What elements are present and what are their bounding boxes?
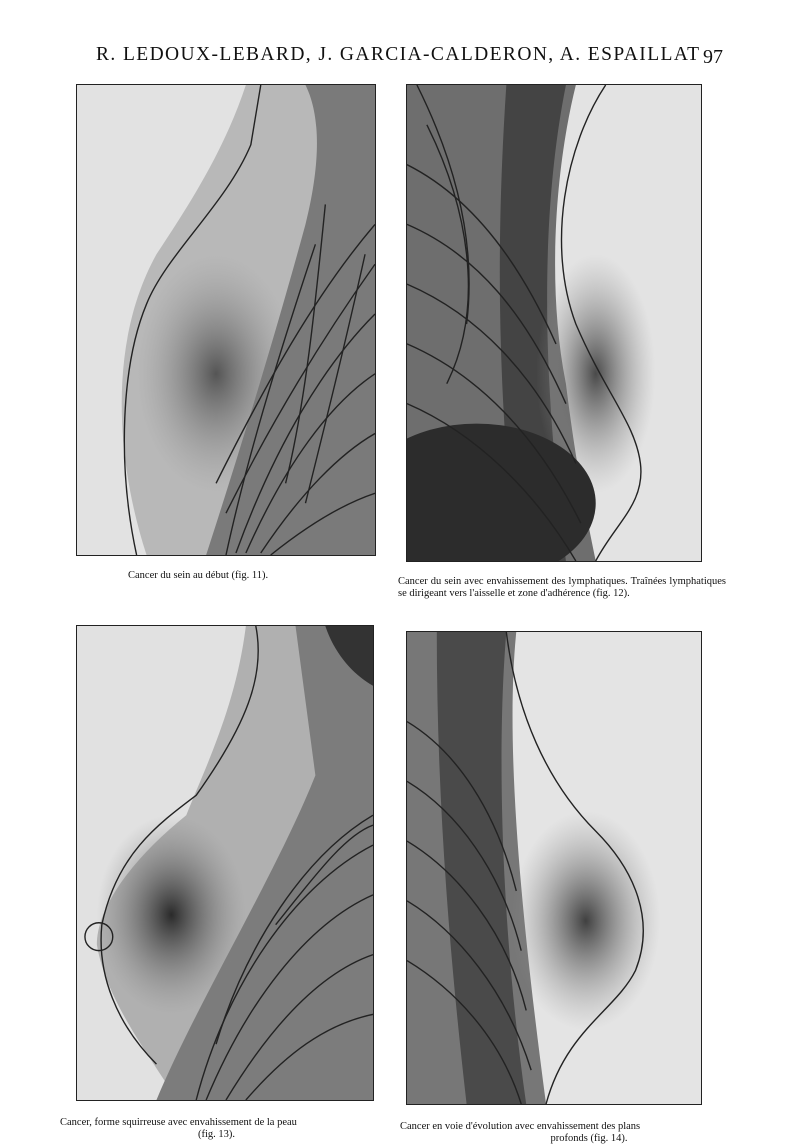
figure-14-caption-line-2: profonds (fig. 14).: [550, 1133, 628, 1144]
page-number: 97: [703, 46, 723, 68]
figure-14-radiograph: [406, 631, 702, 1105]
figure-13-caption-line-1: Cancer, forme squirreuse avec envahissement de la peau: [60, 1117, 297, 1128]
running-head-authors: R. LEDOUX-LEBARD, J. GARCIA-CALDERON, A. ESPAILLAT: [96, 44, 701, 65]
figure-12-drawing: [407, 85, 701, 561]
figure-12-radiograph: [406, 84, 702, 562]
figure-11-radiograph: [76, 84, 376, 556]
figure-13-radiograph: [76, 625, 374, 1101]
figure-11-drawing: [77, 85, 375, 555]
figure-12-caption: Cancer du sein avec envahissement des lymphatiques. Traînées lymphatiques se dirigeant vers l'aisselle et zone d'adhérence (fig. 12).: [398, 576, 726, 599]
figure-13-caption: [60, 1117, 372, 1141]
figure-13-drawing: [77, 626, 373, 1100]
figure-14-caption: [400, 1121, 728, 1145]
figure-13-caption-line-2: (fig. 13).: [198, 1129, 236, 1140]
figure-14-caption-line-1: Cancer en voie d'évolution avec envahissement des plans: [400, 1121, 641, 1132]
running-header: [0, 40, 800, 80]
figure-11-caption: Cancer du sein au début (fig. 11).: [128, 570, 269, 581]
figure-14-drawing: [407, 632, 701, 1104]
